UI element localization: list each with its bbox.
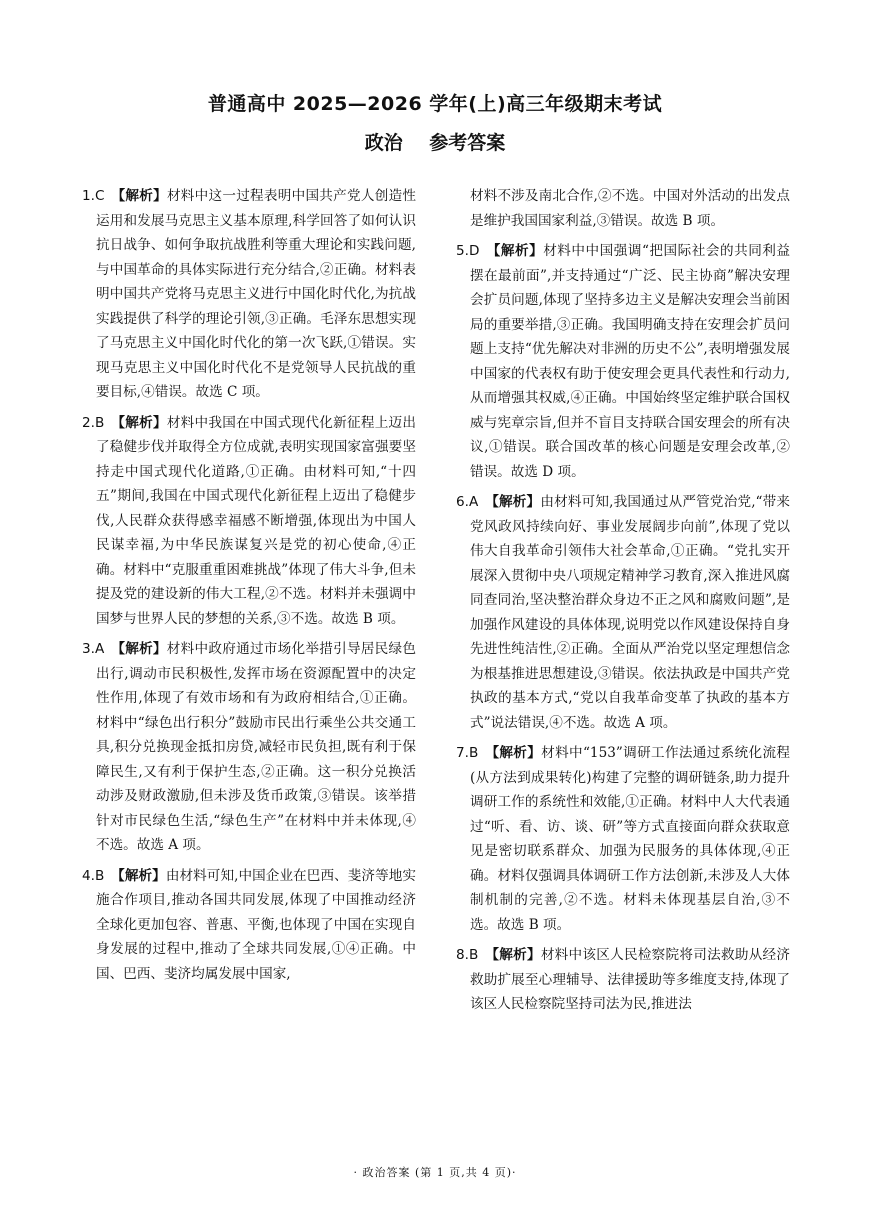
- answer-item: [82, 184, 416, 405]
- answer-letter: A: [94, 641, 105, 657]
- right-column: [456, 184, 790, 1023]
- analysis-text: 材料中该区人民检察院将司法救助从经济救助扩展至心理辅导、法律援助等多维度支持,体现了该区人民检察院坚持司法为民,推进法: [470, 947, 791, 1012]
- analysis-tag: 【解析】: [485, 745, 542, 761]
- answer-letter: B: [468, 745, 479, 761]
- page-title: 普通高中 2025—2026 学年(上)高三年级期末考试: [207, 93, 663, 115]
- analysis-tag: 【解析】: [111, 641, 167, 657]
- question-number: 2.: [82, 414, 95, 431]
- analysis-text: 材料不涉及南北合作,②不选。中国对外活动的出发点是维护我国国家利益,③错误。故选 B 项。: [470, 188, 790, 229]
- analysis-tag: 【解析】: [111, 867, 166, 884]
- answer-item: [456, 943, 790, 1017]
- question-number: 3.: [82, 641, 95, 657]
- analysis-tag: 【解析】: [486, 243, 544, 259]
- answer-item: [82, 637, 416, 858]
- analysis-text: 由材料可知,我国通过从严管党治党,“带来党风政风持续向好、事业发展阔步向前”,体现了党以伟大自我革命引领伟大社会革命,①正确。“党扎实开展深入贯彻中央八项规定精神学习教育,深入推进风腐同查同治,坚决整治群众身边不正之风和腐败问题”,是加强作风建设的具体体现,说明党以作风建设保持自身先进性纯洁性,②正确。全面从严治党以坚定理想信念为根基推进思想建设,③错误。依法执政是中国共产党执政的基本方式,“党以自我革命变革了执政的基本方式”说法错误,④不选。故选 A 项。: [470, 494, 791, 731]
- analysis-tag: 【解析】: [111, 188, 167, 204]
- analysis-text: 由材料可知,中国企业在巴西、斐济等地实施合作项目,推动各国共同发展,体现了中国推动经济全球化更加包容、普惠、平衡,也体现了中国在实现自身发展的过程中,推动了全球共同发展,①④正确。中国、巴西、斐济均属发展中国家,: [96, 867, 416, 982]
- page-footer: · 政治答案 (第 1 页,共 4 页)·: [353, 1166, 517, 1179]
- answer-letter: C: [94, 188, 105, 204]
- left-column: [82, 184, 416, 992]
- question-number: 7.: [456, 745, 469, 761]
- question-number: 4.: [82, 867, 95, 884]
- analysis-tag: 【解析】: [485, 494, 541, 510]
- analysis-text: 材料中“153”调研工作法通过系统化流程(从方法到成果转化)构建了完整的调研链条,助力提升调研工作的系统性和效能,①正确。材料中人大代表通过“听、看、访、谈、研”等方式直接面向群众获取意见是密切联系群众、加强为民服务的具体体现,④正确。材料仅强调具体调研工作方法创新,未涉及人大体制机制的完善,②不选。材料未体现基层自治,③不选。故选 B 项。: [470, 745, 790, 933]
- analysis-tag: 【解析】: [485, 947, 541, 963]
- question-number: 1.: [82, 188, 95, 204]
- answer-item: [456, 239, 790, 484]
- analysis-text: 材料中这一过程表明中国共产党人创造性运用和发展马克思主义基本原理,科学回答了如何认识抗日战争、如何争取抗战胜利等重大理论和实践问题,与中国革命的具体实际进行充分结合,②正确。材料表明中国共产党将马克思主义进行中国化时代化,为抗战实践提供了科学的理论引领,③正确。毛泽东思想实现了马克思主义中国化时代化的第一次飞跃,①错误。实现马克思主义中国化时代化不是党领导人民抗战的重要目标,④错误。故选 C 项。: [96, 188, 417, 400]
- answer-letter: B: [94, 867, 105, 884]
- answer-item: [456, 741, 790, 937]
- page-subtitle: 政治 参考答案: [364, 132, 506, 154]
- answer-letter: B: [468, 947, 479, 963]
- answer-item: [456, 490, 790, 735]
- question-number: 5.: [456, 243, 469, 259]
- analysis-text: 材料中中国强调“把国际社会的共同利益摆在最前面”,并支持通过“广泛、民主协商”解决安理会扩员问题,体现了坚持多边主义是解决安理会当前困局的重要举措,③正确。我国明确支持在安理会扩员问题上支持“优先解决对非洲的历史不公”,表明增强发展中国家的代表权有助于使安理会更具代表性和行动力,从而增强其权威,④正确。中国始终坚定维护联合国权威与宪章宗旨,但并不盲目支持联合国安理会的所有决议,①错误。联合国改革的核心问题是安理会改革,②错误。故选 D 项。: [470, 243, 790, 480]
- analysis-text: 材料中政府通过市场化举措引导居民绿色出行,调动市民积极性,发挥市场在资源配置中的决定性作用,体现了有效市场和有为政府相结合,①正确。材料中“绿色出行积分”鼓励市民出行乘坐公共交通工具,积分兑换现金抵扣房贷,减轻市民负担,既有利于保障民生,又有利于保护生态,②正确。这一积分兑换活动涉及财政激励,但未涉及货币政策,③错误。该举措针对市民绿色生活,“绿色生产”在材料中并未体现,④不选。故选 A 项。: [96, 641, 416, 853]
- answer-item: [82, 864, 416, 987]
- answer-item: [82, 411, 416, 632]
- answer-letter: D: [468, 243, 480, 259]
- answer-item: [456, 184, 790, 233]
- question-number: 8.: [456, 947, 469, 963]
- analysis-tag: 【解析】: [111, 414, 167, 431]
- answer-letter: B: [94, 414, 105, 431]
- answer-letter: A: [468, 494, 479, 510]
- analysis-text: 材料中我国在中国式现代化新征程上迈出了稳健步伐并取得全方位成就,表明实现国家富强要坚持走中国式现代化道路,①正确。由材料可知,“十四五”期间,我国在中国式现代化新征程上迈出了稳健步伐,人民群众获得感幸福感不断增强,体现出为中国人民谋幸福,为中华民族谋复兴是党的初心使命,④正确。材料中“克服重重困难挑战”体现了伟大斗争,但未提及党的建设新的伟大工程,②不选。材料并未强调中国梦与世界人民的梦想的关系,③不选。故选 B 项。: [96, 414, 417, 627]
- question-number: 6.: [456, 494, 469, 510]
